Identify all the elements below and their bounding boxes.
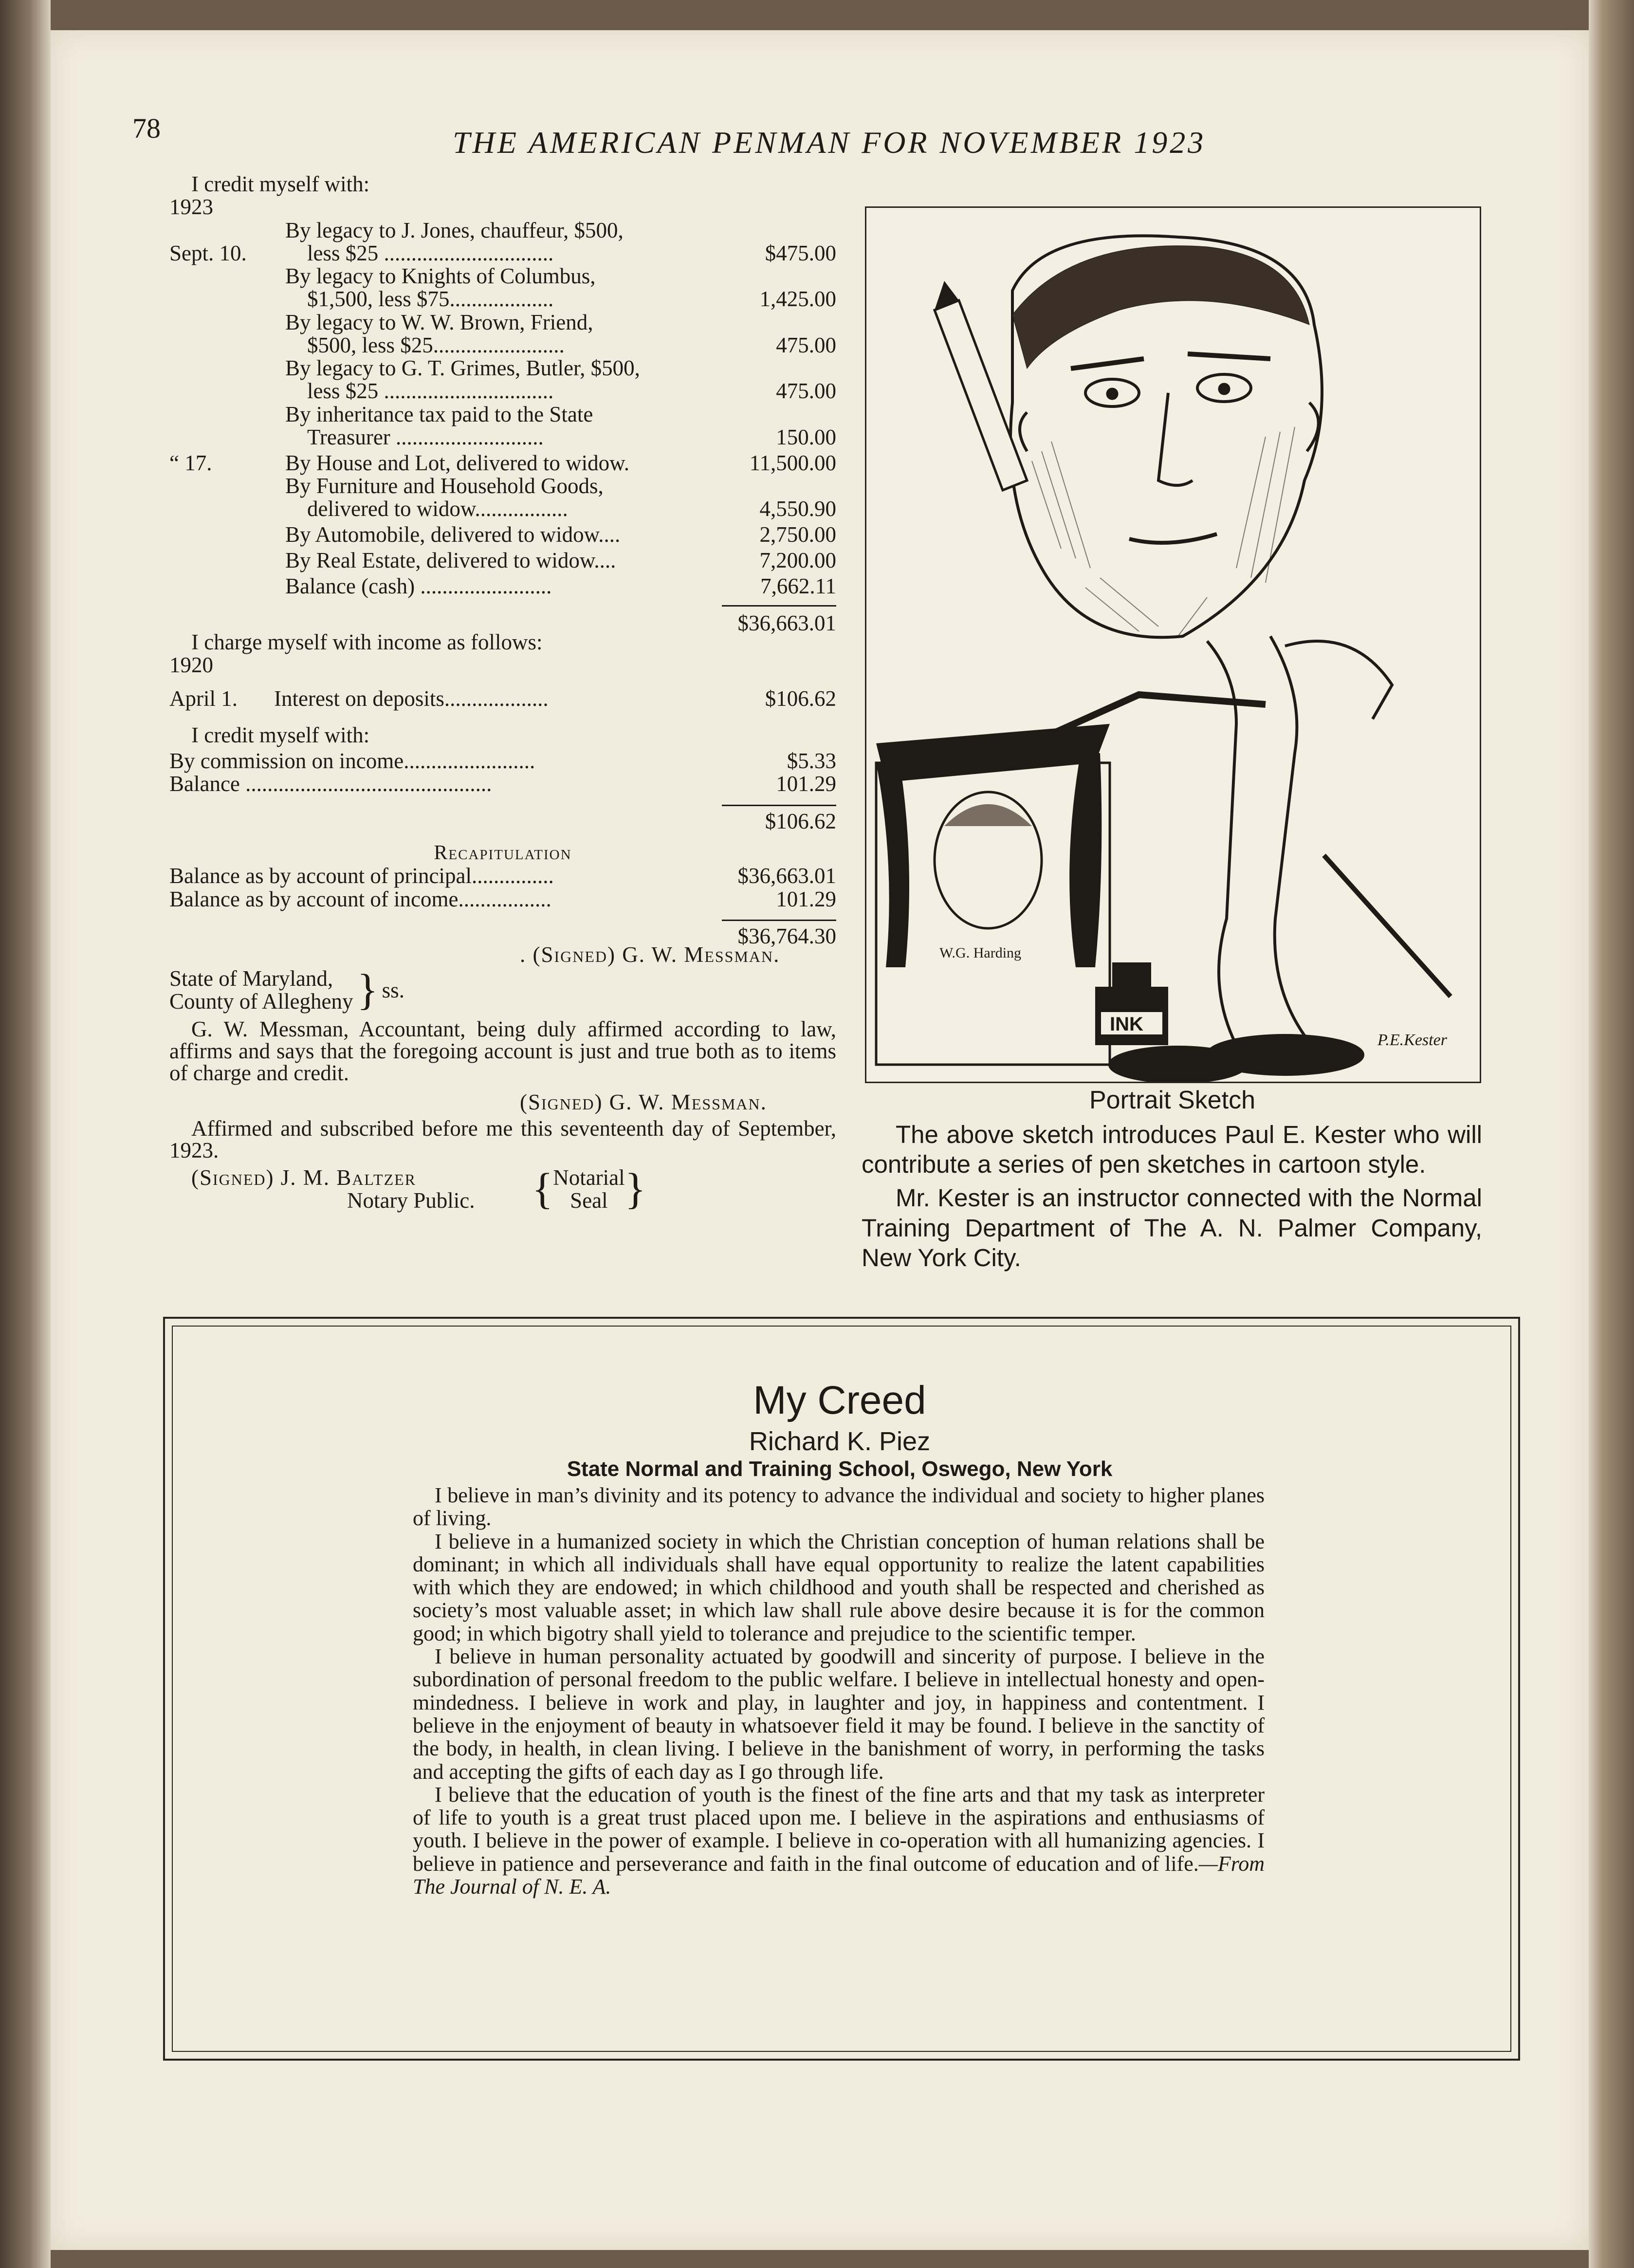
harding-label: W.G. Harding	[939, 945, 1022, 961]
artist-signature: P.E.Kester	[1377, 1031, 1447, 1049]
ss-mark: ss.	[382, 977, 404, 1002]
entry-amount: 7,200.00	[759, 548, 836, 573]
cartoon-sketch	[866, 208, 1480, 1082]
entry-amount: 475.00	[776, 379, 836, 404]
seal-line-2: Seal	[570, 1188, 608, 1213]
entry-description: By legacy to G. T. Grimes, Butler, $500, less $25 ...............................	[285, 356, 640, 404]
income-desc: Interest on deposits...................	[274, 686, 549, 711]
creed-paragraph: I believe in a humanized society in which the Christian conception of human relations shall be dominant; in which all individuals shall have equal opportunity to realize the latent capabilities with which they are endowed; in which childhood and youth shall be respected and cherished as society’s most valuable asset; in which law shall rule above desire because it is for the common good; in which bigotry shall yield to tolerance and prejudice to the scientific temper.	[413, 1529, 1265, 1645]
caption-paragraph: The above sketch introduces Paul E. Kester who will contribute a series of pen sketches in cartoon style.	[862, 1121, 1482, 1179]
credit-total: $36,663.01	[737, 610, 836, 635]
ledger-entry	[169, 521, 836, 547]
creed-source: —From The Journal of N. E. A.	[413, 1851, 1265, 1899]
ledger-entries	[169, 219, 836, 598]
recap-principal-desc: Balance as by account of principal...............	[169, 864, 554, 888]
recap-total: $36,764.30	[737, 924, 836, 949]
ledger-entry	[169, 475, 836, 521]
creed-paragraph: I believe in man’s divinity and its potency to advance the individual and society to higher planes of living.	[413, 1483, 1265, 1530]
seal-line-1: Notarial	[553, 1165, 625, 1190]
entry-amount: 1,425.00	[759, 287, 836, 312]
ledger-entry	[169, 311, 836, 357]
ledger-entry	[169, 357, 836, 403]
recap-income-desc: Balance as by account of income.................	[169, 886, 551, 911]
entry-amount: 7,662.11	[760, 574, 836, 599]
page-right-edge	[1589, 0, 1634, 2268]
running-header-title: THE AMERICAN PENMAN FOR NOVEMBER 1923	[453, 125, 1206, 160]
brace: }	[357, 966, 378, 1014]
county-line: County of Allegheny	[169, 989, 353, 1014]
signed-messman-2: (Signed) G. W. Messman.	[520, 1089, 767, 1114]
ledger-entry	[169, 449, 836, 475]
ledger-entry	[169, 572, 836, 598]
creed-paragraph: I believe that the education of youth is the finest of the fine arts and that my task as interpreter of life to youth is a great trust placed upon me. I believe in the aspirations and enthusiasms of youth. I believe in the power of example. I believe in co-operation with all humanizing agencies. I believe in patience and perseverance and faith in the final outcome of education and of life.—From The Journal of N. E. A.	[413, 1782, 1265, 1899]
entry-date: Sept. 10.	[169, 240, 247, 265]
page-number: 78	[132, 112, 161, 144]
ledger-year: 1923	[169, 195, 213, 220]
notary-title: Notary Public.	[347, 1188, 475, 1213]
recap-principal-amount: $36,663.01	[737, 864, 836, 888]
affirm-text: G. W. Messman, Accountant, being duly affirmed according to law, affirms and says that the foregoing account is just and true both as to items of charge and credit.	[169, 1016, 836, 1085]
state-line: State of Maryland,	[169, 966, 333, 991]
credit2-intro: I credit myself with:	[191, 723, 370, 747]
entry-date: “ 17.	[169, 450, 212, 475]
income-year: 1920	[169, 652, 213, 677]
book-spine-edge	[0, 0, 51, 2268]
entry-description: By Real Estate, delivered to widow....	[285, 548, 616, 573]
entry-amount: $475.00	[765, 240, 836, 265]
harding-portrait	[876, 724, 1110, 1065]
income-intro: I charge myself with income as follows:	[191, 629, 543, 654]
creed-school: State Normal and Training School, Oswego, New York	[567, 1457, 1113, 1481]
creed-paragraph: I believe in human personality actuated by goodwill and sincerity of purpose. I believe in the subordination of personal freedom to the public welfare. I believe in intellectual honesty and open-mindedness. I believe in work and play, in laughter and joy, in happiness and contentment. I believe in the enjoyment of beauty in whatsoever field it may be found. I believe in the sanctity of the body, in health, in clean living. I believe in the banishment of worry, in performing the tasks and accepting the gifts of each day as I go through life.	[413, 1644, 1265, 1784]
commission-amount: $5.33	[787, 749, 836, 773]
entry-amount: 11,500.00	[749, 450, 836, 475]
entry-description: By inheritance tax paid to the State Treasurer ...........................	[285, 402, 593, 449]
subscribed-text: Affirmed and subscribed before me this seventeenth day of September, 1923.	[169, 1116, 836, 1162]
creed-author: Richard K. Piez	[749, 1427, 931, 1456]
notary-signed: (Signed) J. M. Baltzer	[191, 1165, 417, 1190]
recap-income-amount: 101.29	[776, 886, 836, 911]
entry-description: Balance (cash) ........................	[285, 574, 552, 599]
recap-title: Recapitulation	[434, 841, 572, 864]
entry-description: By Automobile, delivered to widow....	[285, 522, 621, 547]
caricature-head	[1010, 236, 1322, 637]
entry-description: By legacy to Knights of Columbus, $1,500, less $75...................	[285, 264, 596, 312]
entry-amount: 475.00	[776, 332, 836, 357]
entry-description: By legacy to W. W. Brown, Friend, $500, less $25........................	[285, 310, 593, 357]
balance-amount: 101.29	[776, 772, 836, 796]
entry-amount: 150.00	[776, 424, 836, 449]
ledger-entry	[169, 219, 836, 265]
creed-body	[413, 1484, 1265, 1898]
ink-bottle-icon	[1095, 962, 1168, 1045]
ledger-entry	[169, 547, 836, 572]
ledger-entry	[169, 403, 836, 449]
entry-description: By House and Lot, delivered to widow.	[285, 450, 629, 475]
caption-paragraph: Mr. Kester is an instructor connected with the Normal Training Department of The A. N. Palmer Company, New York City.	[862, 1184, 1482, 1272]
entry-amount: 2,750.00	[759, 522, 836, 547]
commission-desc: By commission on income........................	[169, 749, 535, 773]
credit2-total: $106.62	[765, 809, 836, 833]
entry-description: By legacy to J. Jones, chauffeur, $500, less $25 ...............................	[285, 218, 624, 265]
sketch-caption-body	[862, 1120, 1482, 1276]
portrait-sketch-frame	[865, 206, 1481, 1083]
income-date: April 1.	[169, 686, 238, 711]
entry-description: By Furniture and Household Goods, delivered to widow.................	[285, 474, 604, 521]
credit-intro: I credit myself with:	[191, 172, 370, 196]
ledger-entry	[169, 265, 836, 311]
entry-amount: 4,550.90	[759, 497, 836, 521]
ink-label: INK	[1110, 1014, 1143, 1035]
estate-ledger: I credit myself with: 1923 Sept. 10. By legacy to J. Jones, chauffeur, $500, less $25 ............................... $475.00 By legacy to Knights of Columbus, $1,500, less $75................... 1,425.00 By legacy to W. W. Brown, Friend, $500, less $25........................ 475.00 By legacy to G. T. Grimes, Butler, $500, less $25 ............................... 475.00 By inheritance tax paid to the State Treasurer ........................... 150.00 “ 17. By House and Lot, delivered to widow. 11,500.00 By Furniture and Household Goods, delivered to widow................. 4,550.90 By Automobile, delivered to widow.... 2,750.00 By Real Estate, delivered to widow.... 7,200.00 Balance (cash) ........................ 7,662.11 $36,663.01 I charge myself with income as follows: 1920 April 1. Interest on deposits................... $106.62 I credit myself with: By commission on income........................ $5.33 Balance ............................................. 101.29 $106.62 Recapitulation Balance as by account of principal............... $36,663.01 Balance as by account of income................. 101.29 $36,764.30 . (Signed) G. W. Messman. State of Maryland, County of Allegheny } ss. G. W. Messman, Accountant, being duly affirmed according to law, affirms and says that the foregoing account is just and true both as to items of charge and credit. (Signed) G. W. Messman. Affirmed and subscribed before me this seventeenth day of September, 1923. (Signed) J. M. Baltzer Notary Public. { Notarial Seal }	[169, 172, 836, 1214]
signed-messman: . (Signed) G. W. Messman.	[520, 942, 780, 967]
sketch-caption-title: Portrait Sketch	[1089, 1086, 1256, 1114]
balance-desc: Balance .............................................	[169, 772, 492, 796]
creed-title: My Creed	[753, 1378, 926, 1422]
income-amount: $106.62	[765, 686, 836, 711]
